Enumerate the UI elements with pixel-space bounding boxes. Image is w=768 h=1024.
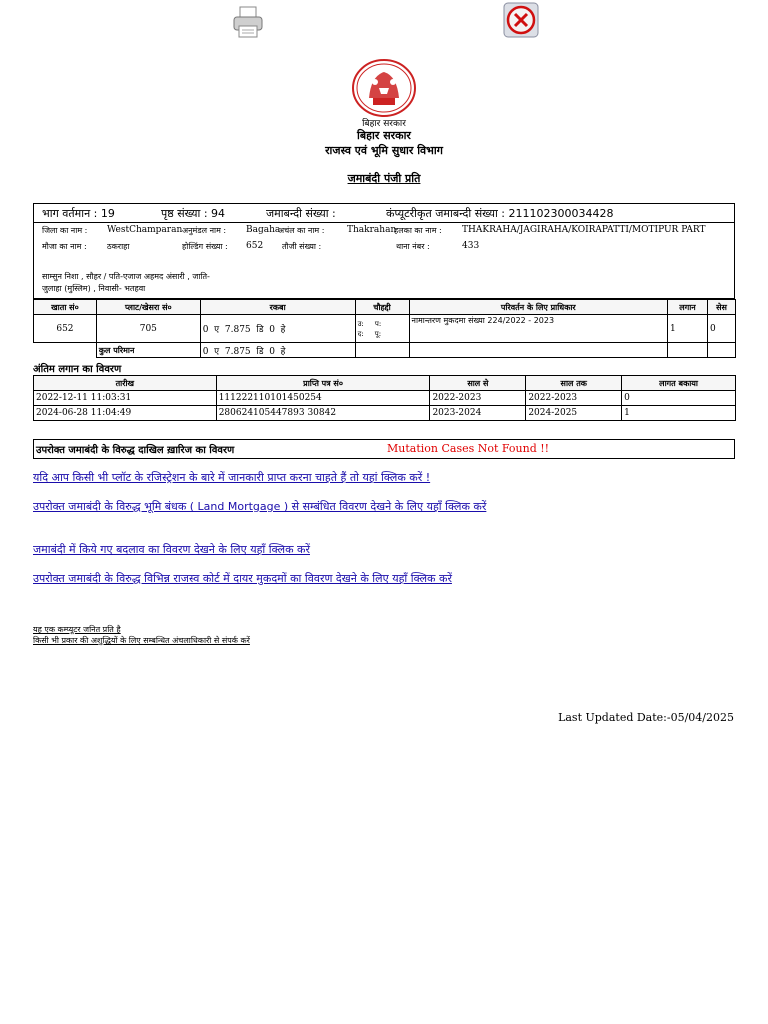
lagan-to: 2022-2023 <box>526 391 622 406</box>
document-title: जमाबंदी पंजी प्रति <box>347 172 421 185</box>
holding-value: 652 <box>246 241 264 251</box>
header-rakba: रकबा <box>200 300 355 315</box>
header-khata: खाता सं० <box>34 300 97 315</box>
total-label: कुल परिमान <box>96 343 200 358</box>
mauja-label: मौजा का नाम : <box>42 242 87 251</box>
table-row <box>34 391 736 406</box>
header-saal-tak: साल तक <box>526 376 622 391</box>
halka-value: THAKRAHA/JAGIRAHA/KOIRAPATTI/MOTIPUR PART <box>462 225 706 235</box>
lagan-due: 0 <box>622 391 736 406</box>
owner-line-1: साम्सुन निशा , सौहर / पति-एजाज अहमद अंसारी , जाति- <box>42 272 210 281</box>
anumandal-value: Bagaha <box>246 225 281 235</box>
government-name: बिहार सरकार <box>357 129 411 142</box>
land-mortgage-link[interactable]: उपरोक्त जमाबंदी के विरुद्ध भूमि बंधक ( Land Mortgage ) से सम्बंधित विवरण देखने के लिए यहाँ क्लिक करें <box>33 500 487 513</box>
table-row <box>34 315 736 343</box>
tauji-label: तौजी संख्या : <box>282 242 322 251</box>
lagan-section-title: अंतिम लगान का विवरण <box>33 364 122 375</box>
header-khesra: प्लाट/खेसरा सं० <box>96 300 200 315</box>
lagan-receipt: 280624105447893 30842 <box>216 406 430 421</box>
khesra-value: 705 <box>96 315 200 343</box>
halka-label: हलका का नाम : <box>394 226 442 235</box>
lagan-table <box>33 375 736 421</box>
anchal-value: Thakrahan <box>347 225 397 235</box>
table-row <box>34 343 736 358</box>
khata-value: 652 <box>34 315 97 343</box>
rakba-value: 0 ए 7.875 डि 0 हे <box>200 315 355 343</box>
computer-jamabandi-sankhya: कंप्यूटरीकृत जमाबन्दी संख्या : 211102300034428 <box>386 207 614 220</box>
plot-table-header <box>34 300 736 315</box>
header-saal-se: साल से <box>430 376 526 391</box>
header-tarikh: तारीख <box>34 376 217 391</box>
last-updated-date: Last Updated Date:-05/04/2025 <box>558 711 734 724</box>
header-prapti: प्राप्ति पत्र सं० <box>216 376 430 391</box>
header-pradhikar: परिवर्तन के लिए प्राधिकार <box>409 300 668 315</box>
lagan-value: 1 <box>668 315 708 343</box>
registration-link[interactable]: यदि आप किसी भी प्लॉट के रजिस्ट्रेशन के बारे में जानकारी प्राप्त करना चाहते हैं तो यहां क्लिक करें ! <box>33 471 431 484</box>
lagan-to: 2024-2025 <box>526 406 622 421</box>
lagan-due: 1 <box>622 406 736 421</box>
chauhaddi-line-2: द: पू: <box>357 329 382 338</box>
header-lagan: लगान <box>668 300 708 315</box>
holding-label: होल्डिंग संख्या : <box>182 242 228 251</box>
thana-value: 433 <box>462 241 480 251</box>
contact-officer-note: किसी भी प्रकार की अशुद्धियों के लिए सम्बन्धित अंचलाधिकारी से संपर्क करें <box>33 636 250 645</box>
lagan-date: 2022-12-11 11:03:31 <box>34 391 217 406</box>
computer-generated-note: यह एक कम्प्यूटर जनित प्रति है <box>33 625 121 634</box>
jila-label: जिला का नाम : <box>42 226 88 235</box>
header-chauhaddi: चौहद्दी <box>355 300 409 315</box>
lagan-from: 2022-2023 <box>430 391 526 406</box>
table-row <box>34 406 736 421</box>
bhag-vartaman: भाग वर्तमान : 19 <box>42 207 115 220</box>
jamabandi-info-box <box>33 203 735 299</box>
mutation-box <box>33 439 735 459</box>
chauhaddi-value <box>355 315 409 343</box>
lagan-table-header <box>34 376 736 391</box>
lagan-from: 2023-2024 <box>430 406 526 421</box>
owner-line-2: जुलाहा (मुस्लिम) , निवासी- भतहवा <box>42 284 146 293</box>
jila-value: WestChamparan <box>107 225 183 235</box>
plot-table <box>33 299 736 358</box>
anumandal-label: अनुमंडल नाम : <box>182 226 227 235</box>
anchal-label: अचंल का नाम : <box>278 226 325 235</box>
mutation-status: Mutation Cases Not Found !! <box>387 442 550 455</box>
bihar-emblem-logo <box>351 58 417 118</box>
mutation-label: उपरोक्त जमाबंदी के विरुद्ध दाखिल ख़ारिज का विवरण <box>36 445 235 456</box>
header-bakaya: लागत बकाया <box>622 376 736 391</box>
lagan-receipt: 111222110101450254 <box>216 391 430 406</box>
ses-value: 0 <box>707 315 735 343</box>
jamabandi-sankhya: जमाबन्दी संख्या : <box>266 207 336 220</box>
pradhikar-value: नामान्तरण मुकदमा संख्या 224/2022 - 2023 <box>409 315 668 343</box>
prishth-sankhya: पृष्ठ संख्या : 94 <box>161 207 226 220</box>
department-name: राजस्व एवं भूमि सुधार विभाग <box>325 144 443 157</box>
info-header-row <box>34 204 734 223</box>
emblem-caption: बिहार सरकार <box>362 119 406 129</box>
revenue-court-cases-link[interactable]: उपरोक्त जमाबंदी के विरुद्ध विभिन्न राजस्व कोर्ट में दायर मुकदमों का विवरण देखने के लिए यहाँ क्लिक करें <box>33 572 452 585</box>
total-value: 0 ए 7.875 डि 0 हे <box>200 343 355 358</box>
chauhaddi-line-1: उ: प: <box>357 319 382 328</box>
close-icon[interactable] <box>503 2 539 38</box>
thana-label: थाना नंबर : <box>396 242 430 251</box>
printer-icon[interactable] <box>230 4 266 40</box>
mauja-value: ठकराहा <box>107 242 130 251</box>
jamabandi-changes-link[interactable]: जमाबंदी में किये गए बदलाव का विवरण देखने के लिए यहाँ क्लिक करें <box>33 543 310 556</box>
lagan-date: 2024-06-28 11:04:49 <box>34 406 217 421</box>
header-ses: सेस <box>707 300 735 315</box>
